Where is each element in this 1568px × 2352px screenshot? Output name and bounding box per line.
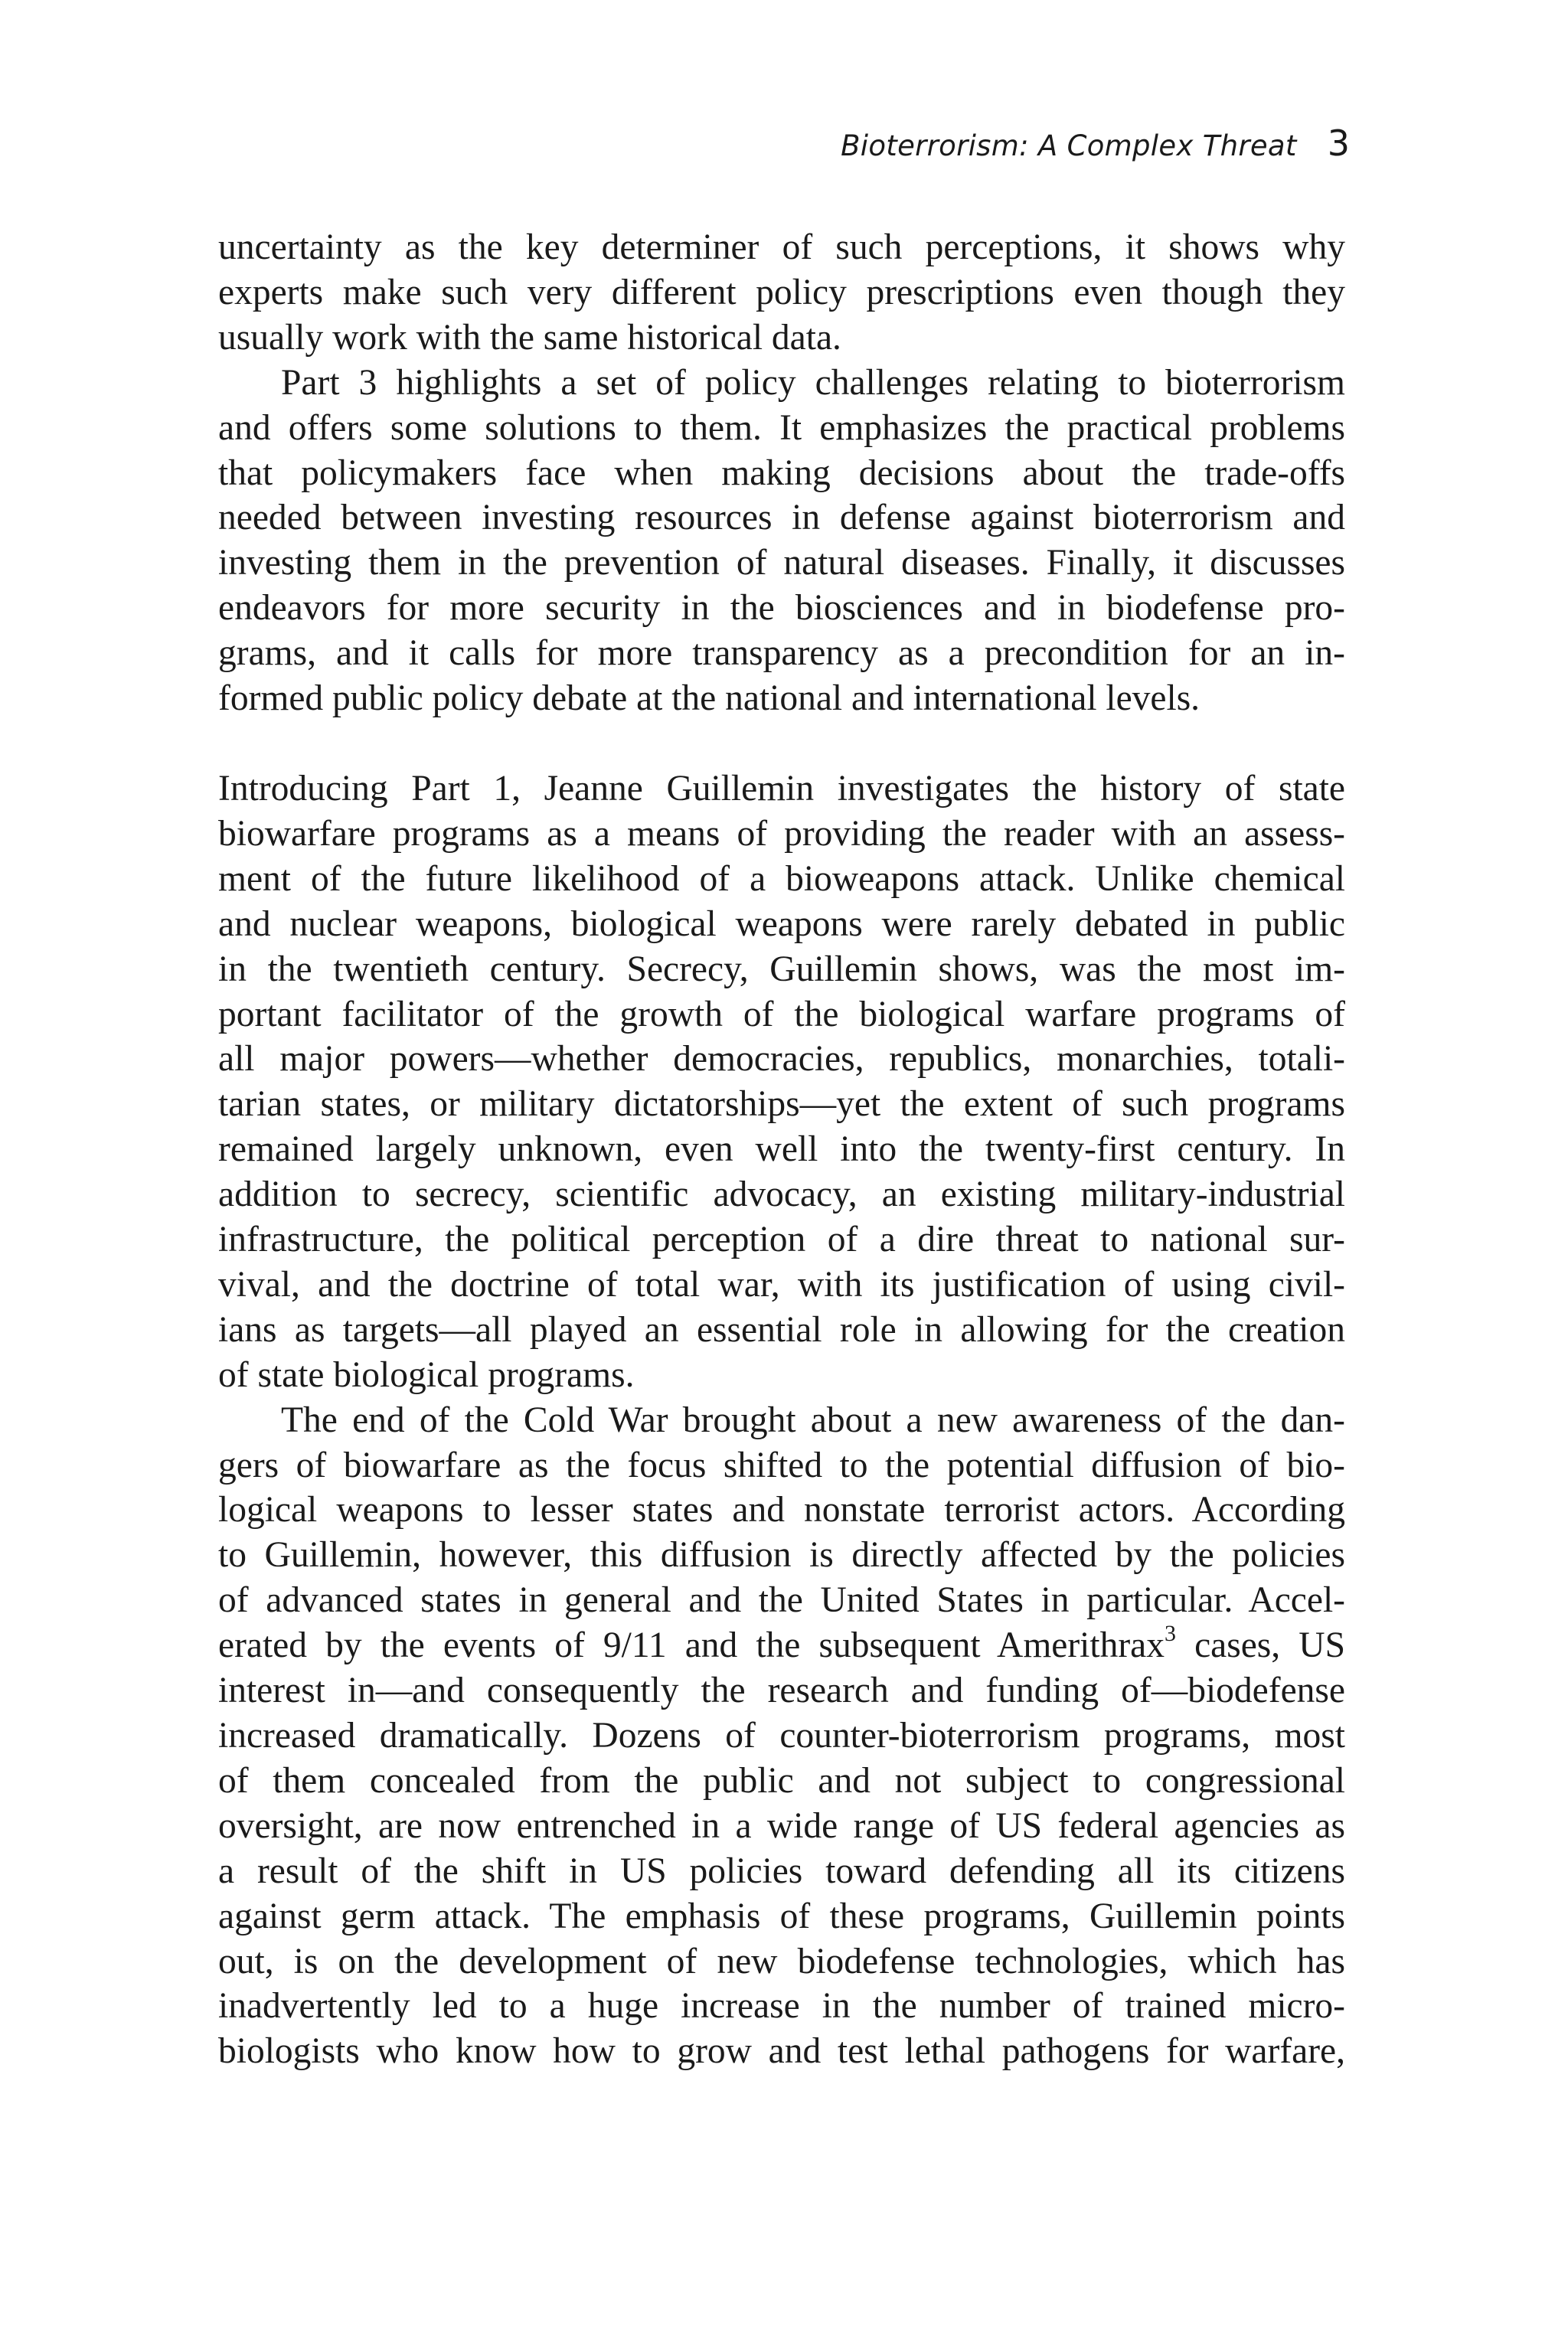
text-segment: cases, US — [1175, 1625, 1345, 1666]
text-line: interest in—and consequently the research and funding of—biodefense — [218, 1671, 1345, 1711]
text-line: all major powers—whether democracies, republics, monarchies, totali- — [218, 1039, 1345, 1080]
text-line: Part 3 highlights a set of policy challenges relating to bioterrorism — [281, 362, 1345, 403]
text-line: Introducing Part 1, Jeanne Guillemin investigates the history of state — [218, 768, 1345, 808]
paragraph-end-of-cold-war — [218, 1398, 1345, 2075]
text-line: investing them in the prevention of natural diseases. Finally, it discusses — [218, 543, 1345, 583]
text-line: a result of the shift in US policies toward defending all its citizens — [218, 1851, 1345, 1891]
text-line: usually work with the same historical data. — [218, 317, 841, 358]
text-line: oversight, are now entrenched in a wide range of US federal agencies as — [218, 1805, 1345, 1846]
paragraph-part-3 — [218, 361, 1345, 721]
text-line: ians as targets—all played an essential role in allowing for the creation — [218, 1309, 1345, 1350]
text-line: of them concealed from the public and not subject to congressional — [218, 1760, 1345, 1801]
text-line: portant facilitator of the growth of the biological warfare programs of — [218, 994, 1345, 1034]
text-line-with-footnote — [218, 1623, 1345, 1668]
text-line: and offers some solutions to them. It emphasizes the practical problems — [218, 407, 1345, 448]
body-text — [218, 225, 1345, 2074]
text-line: addition to secrecy, scientific advocacy, an existing military-industrial — [218, 1174, 1345, 1215]
text-segment: erated by the events of 9/11 and the subsequent Amerithrax — [218, 1625, 1165, 1666]
text-line: increased dramatically. Dozens of counter-bioterrorism programs, most — [218, 1716, 1345, 1756]
text-line: biowarfare programs as a means of providing the reader with an assess- — [218, 813, 1345, 854]
text-line: formed public policy debate at the national and international levels. — [218, 678, 1200, 719]
text-line: against germ attack. The emphasis of these programs, Guillemin points — [218, 1896, 1345, 1936]
text-line: tarian states, or military dictatorships—yet the extent of such programs — [218, 1084, 1345, 1125]
text-line: of state biological programs. — [218, 1354, 635, 1395]
text-line: that policymakers face when making decisions about the trade-offs — [218, 452, 1345, 493]
text-line: experts make such very different policy prescriptions even though they — [218, 272, 1345, 312]
page-number: 3 — [1327, 122, 1350, 164]
text-line: gers of biowarfare as the focus shifted to the potential diffusion of bio- — [218, 1445, 1345, 1485]
text-line: The end of the Cold War brought about a new awareness of the dan- — [281, 1400, 1345, 1440]
text-line: biologists who know how to grow and test lethal pathogens for warfare, — [218, 2031, 1345, 2072]
text-line: infrastructure, the political perception of a dire threat to national sur- — [218, 1220, 1345, 1260]
paragraph-introducing-part-1 — [218, 766, 1345, 1398]
text-line: needed between investing resources in defense against bioterrorism and — [218, 498, 1345, 538]
text-line: endeavors for more security in the biosciences and in biodefense pro- — [218, 588, 1345, 629]
text-line: vival, and the doctrine of total war, with its justification of using civil- — [218, 1264, 1345, 1305]
running-title: Bioterrorism: A Complex Threat — [841, 129, 1297, 162]
text-line: in the twentieth century. Secrecy, Guillemin shows, was the most im- — [218, 949, 1345, 989]
text-line: to Guillemin, however, this diffusion is directly affected by the policies — [218, 1535, 1345, 1576]
text-line: and nuclear weapons, biological weapons were rarely debated in public — [218, 903, 1345, 944]
text-line: remained largely unknown, even well into the twenty-first century. In — [218, 1129, 1345, 1170]
footnote-reference[interactable]: 3 — [1164, 1621, 1176, 1647]
text-line: out, is on the development of new biodefense technologies, which has — [218, 1941, 1345, 1981]
text-line: uncertainty as the key determiner of such perceptions, it shows why — [218, 227, 1345, 267]
running-head — [841, 122, 1350, 176]
text-line: ment of the future likelihood of a bioweapons attack. Unlike chemical — [218, 858, 1345, 899]
text-line: logical weapons to lesser states and nonstate terrorist actors. According — [218, 1490, 1345, 1530]
text-line: inadvertently led to a huge increase in the number of trained micro- — [218, 1986, 1345, 2027]
text-line: of advanced states in general and the United States in particular. Accel- — [218, 1580, 1345, 1621]
text-line: grams, and it calls for more transparency as a precondition for an in- — [218, 633, 1345, 674]
paragraph-continuation — [218, 225, 1345, 361]
